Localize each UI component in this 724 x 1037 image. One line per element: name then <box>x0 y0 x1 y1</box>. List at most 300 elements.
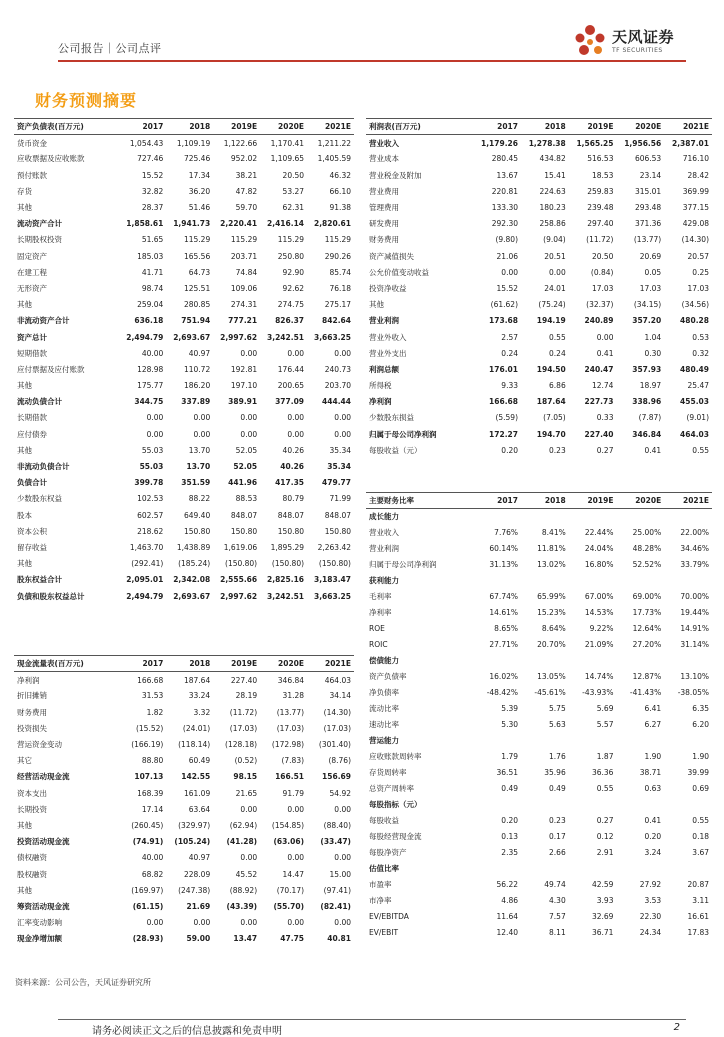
column-header: 2017 <box>119 119 166 135</box>
cell-value <box>616 797 664 813</box>
row-label: 其他 <box>17 381 32 391</box>
cell-value: 1,438.89 <box>176 542 211 552</box>
cell-value: (8.76) <box>328 756 351 766</box>
cell-value: 369.99 <box>682 186 709 196</box>
table-row <box>14 297 354 313</box>
cell-value: 35.96 <box>544 768 566 777</box>
row-label: EV/EBIT <box>369 928 399 937</box>
row-label: 偿债能力 <box>369 656 399 665</box>
cell-value: 479.77 <box>322 478 351 488</box>
cell-value: 31.14% <box>680 640 709 649</box>
cell-value: (17.03) <box>229 723 258 733</box>
table-row <box>14 475 354 491</box>
cell-value: 14.53% <box>584 608 614 617</box>
cell-value: 40.81 <box>327 934 351 944</box>
cell-value: 19.44% <box>680 608 709 617</box>
table-row <box>366 589 712 605</box>
cell-value: 53.27 <box>282 186 305 196</box>
cell-value: 0.55 <box>549 332 566 342</box>
table-row <box>14 769 354 785</box>
cell-value: 17.34 <box>188 170 211 180</box>
cell-value: (9.01) <box>686 413 709 423</box>
row-label: 非流动资产合计 <box>17 316 70 326</box>
column-header: 2017 <box>473 493 521 509</box>
cell-value: 259.04 <box>137 300 164 310</box>
row-label: 资产总计 <box>17 332 47 342</box>
column-header: 2018 <box>521 493 569 509</box>
cell-value: 194.50 <box>536 364 566 374</box>
table-header-row <box>366 119 712 135</box>
cell-value: 1,405.59 <box>317 154 351 164</box>
cell-value: 227.73 <box>584 397 614 407</box>
cell-value: 0.55 <box>596 784 614 793</box>
balance-sheet-table <box>14 118 354 604</box>
cell-value: 7.57 <box>549 912 566 921</box>
cell-value: 0.41 <box>644 816 662 825</box>
cell-value: 40.26 <box>280 462 305 472</box>
cell-value: (301.40) <box>318 740 351 750</box>
cell-value: (88.92) <box>229 885 258 895</box>
cell-value: 56.22 <box>496 880 518 889</box>
table-row <box>366 297 712 313</box>
column-header: 2020E <box>616 493 664 509</box>
row-label: 净利润 <box>369 397 392 407</box>
cell-value <box>616 733 664 749</box>
cell-value: 0.00 <box>193 413 211 423</box>
table-row <box>14 882 354 898</box>
row-label: 管理费用 <box>369 203 399 213</box>
cell-value: 6.20 <box>692 720 709 729</box>
cell-value: 0.00 <box>146 413 164 423</box>
cell-value: 25.00% <box>632 528 662 537</box>
cell-value: 166.51 <box>275 772 305 782</box>
cell-value: 725.46 <box>183 154 211 164</box>
cell-value: 716.10 <box>682 154 709 164</box>
cell-value: 54.92 <box>329 788 351 798</box>
table-row <box>14 720 354 736</box>
cell-value: 3,242.51 <box>267 332 305 342</box>
cell-value: 2,997.62 <box>220 591 258 601</box>
cell-value: (128.18) <box>225 740 258 750</box>
cell-value: 32.82 <box>141 186 164 196</box>
row-label: 估值比率 <box>369 864 399 873</box>
table-row <box>14 394 354 410</box>
cell-value: 13.02% <box>537 560 566 569</box>
cell-value: 46.32 <box>329 170 351 180</box>
cell-value: 98.74 <box>141 283 164 293</box>
cell-value <box>521 509 569 525</box>
column-header: 2021E <box>307 119 354 135</box>
row-label: 应付票据及应付账款 <box>17 364 85 374</box>
table-row <box>366 653 712 669</box>
row-label: 其他 <box>17 300 32 310</box>
column-header: 2019E <box>213 656 260 672</box>
cell-value: 2.35 <box>501 848 518 857</box>
row-label: 市净率 <box>369 896 392 905</box>
cell-value: 15.52 <box>141 170 164 180</box>
table-row <box>14 280 354 296</box>
cell-value: 290.26 <box>324 251 351 261</box>
table-row <box>14 850 354 866</box>
table-row <box>14 199 354 215</box>
cell-value: 55.03 <box>141 445 164 455</box>
cell-value: 315.01 <box>634 186 662 196</box>
cell-value: 133.30 <box>491 203 518 213</box>
cell-value: 0.63 <box>644 784 662 793</box>
row-label: 其他 <box>17 820 32 830</box>
cell-value: 480.49 <box>680 364 709 374</box>
row-label: 其他 <box>17 203 32 213</box>
cell-value: 346.84 <box>632 429 662 439</box>
cell-value: 17.03 <box>687 283 709 293</box>
cell-value: 49.74 <box>544 880 566 889</box>
cell-value: 0.00 <box>193 918 211 928</box>
cell-value <box>473 797 521 813</box>
table-row <box>14 753 354 769</box>
cell-value: 41.71 <box>141 267 164 277</box>
cell-value: 2.66 <box>549 848 566 857</box>
cell-value: 636.18 <box>134 316 164 326</box>
table-row <box>366 345 712 361</box>
cell-value: (55.70) <box>273 901 305 911</box>
table-row <box>14 183 354 199</box>
table-row <box>366 701 712 717</box>
table-row <box>14 410 354 426</box>
cell-value: (172.98) <box>271 740 305 750</box>
cell-value: 21.06 <box>496 251 518 261</box>
row-label: 所得税 <box>369 381 392 391</box>
cell-value: 6.35 <box>692 704 709 713</box>
cell-value: (150.80) <box>318 559 351 569</box>
table-row <box>366 829 712 845</box>
row-label: 现金净增加额 <box>17 934 62 944</box>
cell-value: 0.30 <box>644 348 662 358</box>
cell-value: 12.87% <box>632 672 662 681</box>
logo-text-cn: 天风证券 <box>612 28 675 46</box>
cell-value: 12.74 <box>591 381 614 391</box>
cell-value: 71.99 <box>329 494 351 504</box>
table-row <box>14 931 354 947</box>
table-header-row <box>14 119 354 135</box>
cell-value: 69.00% <box>632 592 662 601</box>
cash-flow-table <box>14 655 354 947</box>
table-row <box>14 572 354 588</box>
row-label: 市盈率 <box>369 880 392 889</box>
table-row <box>14 539 354 555</box>
row-label: 每股净资产 <box>369 848 407 857</box>
cell-value: 0.27 <box>596 816 614 825</box>
table-row <box>14 151 354 167</box>
cell-value: 464.03 <box>680 429 709 439</box>
cell-value: 0.00 <box>334 429 351 439</box>
cell-value: 125.51 <box>183 283 211 293</box>
cell-value: 3,242.51 <box>267 591 305 601</box>
cell-value: 27.92 <box>639 880 662 889</box>
cell-value: 22.30 <box>639 912 662 921</box>
row-label: 净利润 <box>17 675 40 685</box>
cell-value: 18.97 <box>639 381 662 391</box>
table-row <box>366 861 712 877</box>
cell-value: 45.52 <box>235 869 258 879</box>
table-row <box>366 925 712 941</box>
table-row <box>366 797 712 813</box>
cell-value: (97.41) <box>323 885 351 895</box>
row-label: 固定资产 <box>17 251 47 261</box>
cell-value: 848.07 <box>230 510 258 520</box>
row-label: 每股收益（元） <box>369 445 422 455</box>
cell-value: (166.19) <box>131 740 164 750</box>
row-label: 筹资活动现金流 <box>17 901 70 911</box>
table-row <box>14 785 354 801</box>
cell-value: 434.82 <box>539 154 566 164</box>
cell-value: 0.41 <box>644 445 662 455</box>
table-row <box>14 866 354 882</box>
cell-value: 16.61 <box>687 912 709 921</box>
column-header: 2017 <box>473 119 521 135</box>
cell-value: 224.63 <box>539 186 566 196</box>
cell-value: 1.76 <box>549 752 566 761</box>
cell-value: 7.76% <box>494 528 518 537</box>
cell-value: 0.00 <box>193 429 211 439</box>
cell-value: 0.69 <box>692 784 709 793</box>
row-label: 流动资产合计 <box>17 219 62 229</box>
cell-value: 727.46 <box>137 154 164 164</box>
cell-value: 240.47 <box>584 364 614 374</box>
cell-value: 33.24 <box>188 691 211 701</box>
cell-value <box>569 733 617 749</box>
table-row <box>14 361 354 377</box>
cell-value: 258.86 <box>539 219 566 229</box>
table-row <box>366 442 712 458</box>
cell-value: 0.00 <box>287 853 305 863</box>
cell-value: 20.70% <box>537 640 566 649</box>
row-label: 长期借款 <box>17 413 47 423</box>
cell-value: 3,663.25 <box>313 332 351 342</box>
row-label: 股本 <box>17 510 32 520</box>
column-header: 2020E <box>260 656 307 672</box>
cell-value: 33.79% <box>680 560 709 569</box>
cell-value: 168.39 <box>137 788 164 798</box>
cell-value: 142.55 <box>181 772 211 782</box>
row-label: 股权融资 <box>17 869 47 879</box>
cell-value: 13.10% <box>680 672 709 681</box>
cell-value: 1,941.73 <box>173 219 211 229</box>
row-label: 应收票据及应收账款 <box>17 154 85 164</box>
cell-value: 649.40 <box>183 510 211 520</box>
cell-value: 1,956.56 <box>624 138 662 148</box>
cell-value: 4.30 <box>549 896 566 905</box>
table-row <box>14 672 354 688</box>
cell-value: (247.38) <box>178 885 211 895</box>
table-row <box>366 329 712 345</box>
footer-disclaimer: 请务必阅读正文之后的信息披露和免责申明 <box>92 1026 282 1037</box>
row-label: 存货周转率 <box>369 768 407 777</box>
cell-value: 11.64 <box>496 912 518 921</box>
cell-value: 31.53 <box>141 691 164 701</box>
cell-value: 1.90 <box>644 752 662 761</box>
cell-value: (185.24) <box>178 559 211 569</box>
cell-value: 3.93 <box>596 896 614 905</box>
footer-divider <box>58 1019 686 1020</box>
cell-value: (61.62) <box>490 300 518 310</box>
cell-value <box>473 653 521 669</box>
cell-value: 1,565.25 <box>576 138 614 148</box>
cell-value: (88.40) <box>323 820 351 830</box>
cell-value: 24.34 <box>639 928 662 937</box>
cell-value: 14.61% <box>489 608 518 617</box>
table-row <box>366 733 712 749</box>
cell-value: (11.72) <box>229 707 258 717</box>
cell-value: 259.83 <box>587 186 614 196</box>
cell-value: 166.68 <box>137 675 164 685</box>
row-label: 无形资产 <box>17 283 47 293</box>
row-label: 营业费用 <box>369 186 399 196</box>
row-label: 债权融资 <box>17 853 47 863</box>
cell-value <box>664 573 712 589</box>
cell-value: 297.40 <box>587 219 614 229</box>
cell-value: 27.71% <box>489 640 518 649</box>
cell-value: 455.03 <box>680 397 709 407</box>
cell-value: 3.11 <box>692 896 709 905</box>
cell-value: 12.64% <box>632 624 662 633</box>
cell-value: 0.13 <box>501 832 518 841</box>
cell-value: 18.53 <box>591 170 614 180</box>
cell-value: 28.19 <box>235 691 258 701</box>
cell-value: 377.15 <box>682 203 709 213</box>
cell-value: 0.23 <box>549 816 566 825</box>
row-label: 获利能力 <box>369 576 399 585</box>
cell-value: 88.53 <box>235 494 258 504</box>
income-statement-table <box>366 118 712 458</box>
row-label: 其他 <box>17 445 32 455</box>
table-row <box>366 167 712 183</box>
row-label: 营运资金变动 <box>17 740 62 750</box>
cell-value: 1,122.66 <box>223 138 258 148</box>
cell-value: 42.59 <box>591 880 614 889</box>
cell-value: 0.55 <box>692 445 709 455</box>
row-label: 其它 <box>17 756 32 766</box>
cell-value: 0.00 <box>240 348 258 358</box>
table-row <box>14 426 354 442</box>
cell-value: 0.00 <box>240 853 258 863</box>
cell-value: 0.20 <box>644 832 662 841</box>
cell-value <box>521 733 569 749</box>
cell-value: (150.80) <box>225 559 258 569</box>
cell-value: 2,494.79 <box>126 591 164 601</box>
cell-value: (34.15) <box>633 300 662 310</box>
cell-value: 0.24 <box>549 348 566 358</box>
cell-value: 1,109.19 <box>176 138 211 148</box>
cell-value: 59.00 <box>186 934 211 944</box>
cell-value: (32.37) <box>586 300 614 310</box>
cell-value: 51.65 <box>141 235 164 245</box>
cell-value: 14.74% <box>584 672 614 681</box>
cell-value: (34.56) <box>681 300 709 310</box>
cell-value: 250.80 <box>277 251 305 261</box>
section-title: 财务预测摘要 <box>35 91 138 110</box>
table-row <box>366 264 712 280</box>
cell-value: 11.81% <box>537 544 566 553</box>
company-logo <box>572 22 707 62</box>
cell-value: 0.20 <box>501 445 518 455</box>
cell-value: 17.03 <box>591 283 614 293</box>
cell-value: 275.17 <box>324 300 351 310</box>
cell-value: (43.39) <box>226 901 258 911</box>
cell-value: (292.41) <box>131 559 164 569</box>
cell-value: 606.53 <box>634 154 662 164</box>
row-label: 总资产周转率 <box>369 784 414 793</box>
row-label: 应收账款周转率 <box>369 752 422 761</box>
cell-value: 17.83 <box>687 928 709 937</box>
cell-value: 92.90 <box>282 267 305 277</box>
cell-value: 21.09% <box>584 640 614 649</box>
cell-value: (7.05) <box>543 413 566 423</box>
cell-value: 13.70 <box>186 462 211 472</box>
cell-value: 28.42 <box>687 170 709 180</box>
row-label: 投资损失 <box>17 723 47 733</box>
cell-value: (0.84) <box>590 267 614 277</box>
table-row <box>366 877 712 893</box>
cell-value: 128.98 <box>137 364 164 374</box>
cell-value: 389.91 <box>228 397 258 407</box>
cell-value: 60.14% <box>489 544 518 553</box>
cell-value: 2,416.14 <box>267 219 305 229</box>
table-title: 现金流量表(百万元) <box>14 656 119 672</box>
cell-value: 20.50 <box>282 170 305 180</box>
table-row <box>366 813 712 829</box>
row-label: 财务费用 <box>369 235 399 245</box>
table-row <box>366 525 712 541</box>
cell-value: 76.18 <box>329 283 351 293</box>
cell-value: 187.64 <box>536 397 566 407</box>
cell-value: 194.70 <box>536 429 566 439</box>
cell-value: 110.72 <box>183 364 211 374</box>
cell-value: 3.53 <box>644 896 662 905</box>
row-label: 每股经营现金流 <box>369 832 422 841</box>
column-header: 2020E <box>260 119 307 135</box>
cell-value: 274.75 <box>277 300 305 310</box>
cell-value: 176.44 <box>277 364 305 374</box>
cell-value <box>569 509 617 525</box>
cell-value: 40.97 <box>188 348 211 358</box>
cell-value: 0.20 <box>501 816 518 825</box>
cell-value: 40.00 <box>141 853 164 863</box>
cell-value: 2,095.01 <box>126 575 164 585</box>
table-row <box>366 378 712 394</box>
table-row <box>366 135 712 151</box>
cell-value: 0.41 <box>596 348 614 358</box>
cell-value: (7.83) <box>281 756 305 766</box>
cell-value: 2,825.16 <box>267 575 305 585</box>
cell-value: (74.91) <box>132 837 164 847</box>
column-header: 2018 <box>166 119 213 135</box>
cell-value: 52.05 <box>233 462 258 472</box>
cell-value: 2,693.67 <box>173 332 211 342</box>
cell-value: 91.79 <box>282 788 305 798</box>
cell-value <box>616 861 664 877</box>
table-row <box>14 442 354 458</box>
cell-value: 0.00 <box>146 918 164 928</box>
cell-value: 88.22 <box>188 494 211 504</box>
table-row <box>366 216 712 232</box>
cell-value: 2,820.61 <box>313 219 351 229</box>
cell-value: (118.14) <box>178 740 211 750</box>
cell-value: (13.77) <box>633 235 662 245</box>
cell-value: 85.74 <box>329 267 351 277</box>
cell-value: 0.55 <box>692 816 709 825</box>
table-row <box>366 749 712 765</box>
cell-value: 176.01 <box>489 364 518 374</box>
